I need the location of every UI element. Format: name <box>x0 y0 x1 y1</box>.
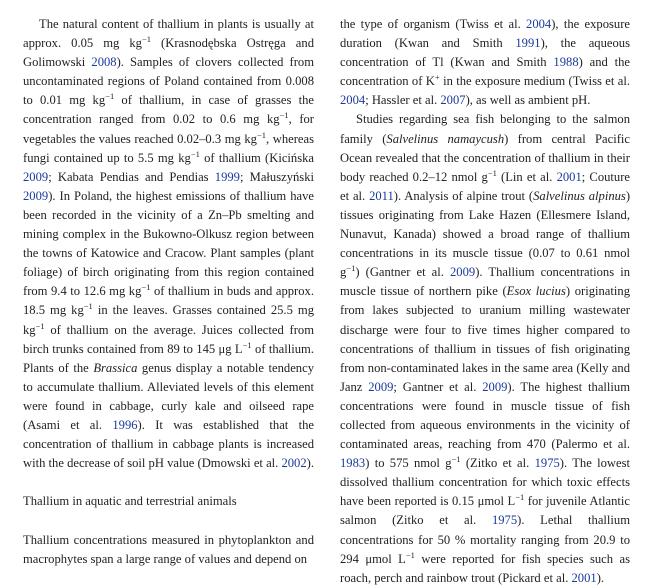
citation-year-link[interactable]: 1975 <box>534 456 560 471</box>
citation-year-link[interactable]: 2007 <box>440 93 466 108</box>
citation-year-link[interactable]: 1996 <box>112 417 138 432</box>
citation-year-link[interactable]: 2004 <box>340 93 366 108</box>
spacer <box>23 473 314 492</box>
citation-year-link[interactable]: 2001 <box>571 570 597 585</box>
left-column <box>23 15 314 569</box>
citation-year-link[interactable]: 1991 <box>515 36 541 51</box>
section-heading: Thallium in aquatic and terrestrial animals <box>23 494 237 509</box>
citation-year-link[interactable]: 2009 <box>368 379 394 394</box>
citation-year-link[interactable]: 2009 <box>482 379 508 394</box>
citation-year-link[interactable]: 1999 <box>214 169 240 184</box>
citation-year-link[interactable]: 2004 <box>526 17 552 31</box>
citation-year-link[interactable]: 2009 <box>450 265 476 280</box>
citation-year-link[interactable]: 2008 <box>91 55 117 70</box>
citation-year-link[interactable]: 1983 <box>340 456 366 471</box>
right-column <box>340 15 630 588</box>
citation-year-link[interactable]: 2002 <box>281 456 307 471</box>
citation-year-link[interactable]: 1988 <box>553 55 579 70</box>
continued-paragraph: the type of organism (Twiss et al. 2004), the exposure duration (Kwan and Smith 1991), the aqueous concentration of Tl (Kwan and Smith 1988) and the concentration of K+ in the exposure medium (Twiss et al. 2004; Hassler et al. 2007), as well as ambient pH. <box>340 17 631 108</box>
citation-year-link[interactable]: 1975 <box>491 513 518 528</box>
fish-paragraph: Studies regarding sea fish belonging to the salmon family (Salvelinus namaycush) from central Pacific Ocean revealed that the concentration of thallium in their body reached 0.2–12 nmol $g^{-1}$ (Lin et al. 2001; Couture et al. 2011). Analysis of alpine trout (Salvelinus alpinus) tissues originating from Lake Hazen (Ellesmere Island, Nunavut, Kanada) showed a broad range of thallium concentrations in its muscle tissue (0.07 to 0.61 nmol $g^{-1}$) (Gantner et al. 2009). Thallium concentrations in muscle tissue of northern pike (Esox lucius) originating from lakes subjected to uranium milling wastewater discharge were four to five times higher compared to concentrations of thallium in tissues of fish originating from non-contaminated lakes in the same area (Kelly and Janz 2009; Gantner et al. 2009). The highest thallium concentrations were found in muscle tissue of fish collected from aqueous environments in the vicinity of contaminated areas, reaching from 470 (Palermo et al. 1983) to 575 nmol $g^{-1}$ (Zitko et al. 1975). The lowest dissolved thallium concentration for which toxic effects have been reported is 0.15 μmol $L^{-1}$ for juvenile Atlantic salmon (Zitko et al. 1975). Lethal thallium concentrations for 50 % mortality ranging from 20.9 to 294 μmol $L^{-1}$ were reported for fish species such as roach, perch and rainbow trout (Pickard et al. 2001). <box>340 112 631 585</box>
citation-year-link[interactable]: 2009 <box>23 169 49 184</box>
spacer <box>23 511 314 530</box>
citation-year-link[interactable]: 2011 <box>369 188 394 203</box>
citation-year-link[interactable]: 2001 <box>556 169 582 184</box>
citation-year-link[interactable]: 2009 <box>23 188 49 203</box>
plants-paragraph: The natural content of thallium in plants is usually at approx. 0.05 mg $kg^{-1}$ (Krasnodębska Ostręga and Golimowski 2008). Samples of clovers collected from uncontaminated regions of Poland contained from 0.008 to 0.01 mg $kg^{-1}$ of thallium, in case of grasses the concentration ranged from 0.02 to 0.6 mg $kg^{-1}$, for vegetables the values reached 0.02–0.3 mg $kg^{-1}$, whereas fungi contained up to 5.5 mg $kg^{-1}$ of thallium (Kicińska 2009; Kabata Pendias and Pendias 1999; Małuszyński 2009). In Poland, the highest emissions of thallium have been recorded in the vicinity of a Zn–Pb smelting and mining complex in the Bukowno-Olkusz region between the towns of Katowice and Cracow. Plant samples (plant foliage) of birch originating from this region contained from 9.4 to 12.6 mg $kg^{-1}$ of thallium in buds and approx. 18.5 mg $kg^{-1}$ in the leaves. Grasses contained 25.5 mg $kg^{-1}$ of thallium on the average. Juices collected from birch trunks contained from 89 to 145 μg $L^{-1}$ of thallium. Plants of the Brassica genus display a notable tendency to accumulate thallium. Alleviated levels of this element were found in cabbage, curly kale and oilseed rape (Asami et al. 1996). It was established that the concentration of thallium in cabbage plants is increased with the decrease of soil pH value (Dmowski et al. 2002). <box>23 17 315 471</box>
aquatic-paragraph: Thallium concentrations measured in phytoplankton and macrophytes span a large range of values and depend on <box>23 532 314 566</box>
